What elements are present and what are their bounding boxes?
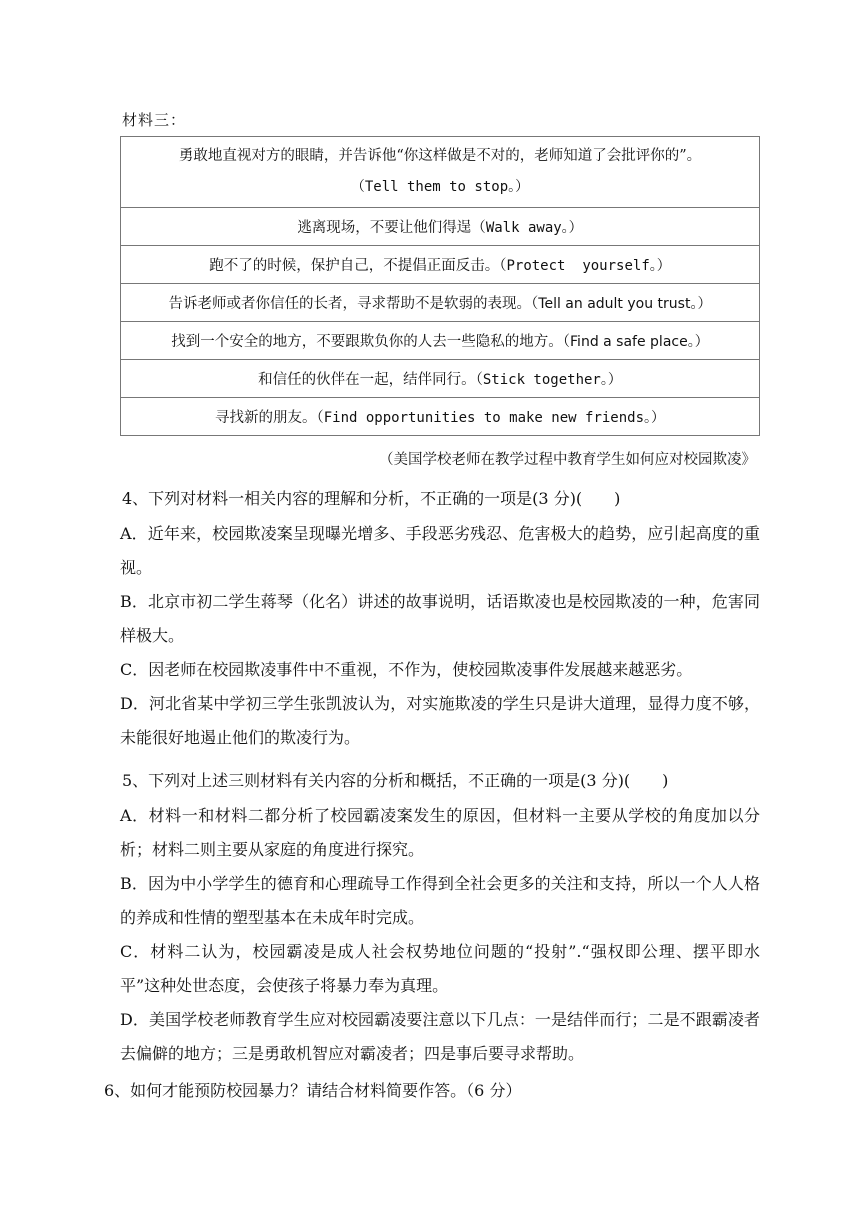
cell-text-zh: 寻找新的朋友。（ [214,410,324,426]
question-5-option-b: B．因为中小学学生的德育和心理疏导工作得到全社会更多的关注和支持，所以一个人人格的养成和性情的塑型基本在未成年时完成。 [120,874,760,927]
table-cell [121,322,760,360]
question-6-stem: 6、如何才能预防校园暴力？请结合材料简要作答。（6 分） [104,1081,522,1100]
question-5-option-a: A．材料一和材料二都分析了校园霸凌案发生的原因，但材料一主要从学校的角度加以分析；材料二则主要从家庭的角度进行探究。 [120,806,760,859]
material-three-table [120,136,760,436]
material-source: （美国学校老师在教学过程中教育学生如何应对校园欺凌》 [379,452,756,468]
cell-text-en: Stick together。） [482,372,622,388]
cell-text-en: Protect yourself。） [506,258,671,274]
table-cell [121,137,760,208]
question-5-stem: 5、下列对上述三则材料有关内容的分析和概括，不正确的一项是(3 分)( ) [122,771,669,790]
table-cell [121,360,760,398]
cell-text-en: （Tell them to stop。） [350,179,530,195]
table-cell [121,398,760,436]
question-4-option-c: C．因老师在校园欺凌事件中不重视，不作为，使校园欺凌事件发展越来越恶劣。 [120,660,693,679]
table-row [121,322,760,360]
cell-text-zh: 勇敢地直视对方的眼睛，并告诉他“你这样做是不对的，老师知道了会批评你的”。 [178,148,702,164]
table-row [121,360,760,398]
material-three-label: 材料三： [122,111,187,129]
table-row [121,208,760,246]
cell-text-en: Walk away。） [485,220,583,236]
cell-text-en: Find a safe place。） [570,334,709,350]
table-cell [121,246,760,284]
question-5-option-d: D．美国学校老师教育学生应对校园霸凌要注意以下几点：一是结伴而行；二是不跟霸凌者去偏僻的地方；三是勇敢机智应对霸凌者；四是事后要寻求帮助。 [120,1010,760,1063]
table-row [121,284,760,322]
cell-text-zh: 告诉老师或者你信任的长者，寻求帮助不是软弱的表现。（ [168,296,539,312]
table-row [121,398,760,436]
table-cell [121,284,760,322]
cell-text-zh: 找到一个安全的地方，不要跟欺负你的人去一些隐私的地方。（ [171,334,571,350]
cell-text-zh: 跑不了的时候，保护自己，不提倡正面反击。（ [209,258,507,274]
table-row [121,137,760,208]
question-4-option-d: D．河北省某中学初三学生张凯波认为，对实施欺凌的学生只是讲大道理，显得力度不够，未能很好地遏止他们的欺凌行为。 [120,694,760,747]
question-4-stem: 4、下列对材料一相关内容的理解和分析，不正确的一项是(3 分)( ) [122,489,621,508]
question-4-option-b: B．北京市初二学生蒋琴（化名）讲述的故事说明，话语欺凌也是校园欺凌的一种，危害同样极大。 [120,592,760,645]
cell-text-zh: 逃离现场，不要让他们得逞（ [297,220,486,236]
cell-text-en: Find opportunities to make new friends。） [323,410,666,426]
table-row [121,246,760,284]
cell-text-en: Tell an adult you trust。） [538,296,712,312]
question-4-option-a: A．近年来，校园欺凌案呈现曝光增多、手段恶劣残忍、危害极大的趋势，应引起高度的重视。 [120,524,760,577]
cell-text-zh: 和信任的伙伴在一起，结伴同行。（ [258,372,483,388]
question-5-option-c: C．材料二认为，校园霸凌是成人社会权势地位问题的“投射”.“强权即公理、摆平即水平”这种处世态度，会使孩子将暴力奉为真理。 [120,942,760,995]
table-cell [121,208,760,246]
